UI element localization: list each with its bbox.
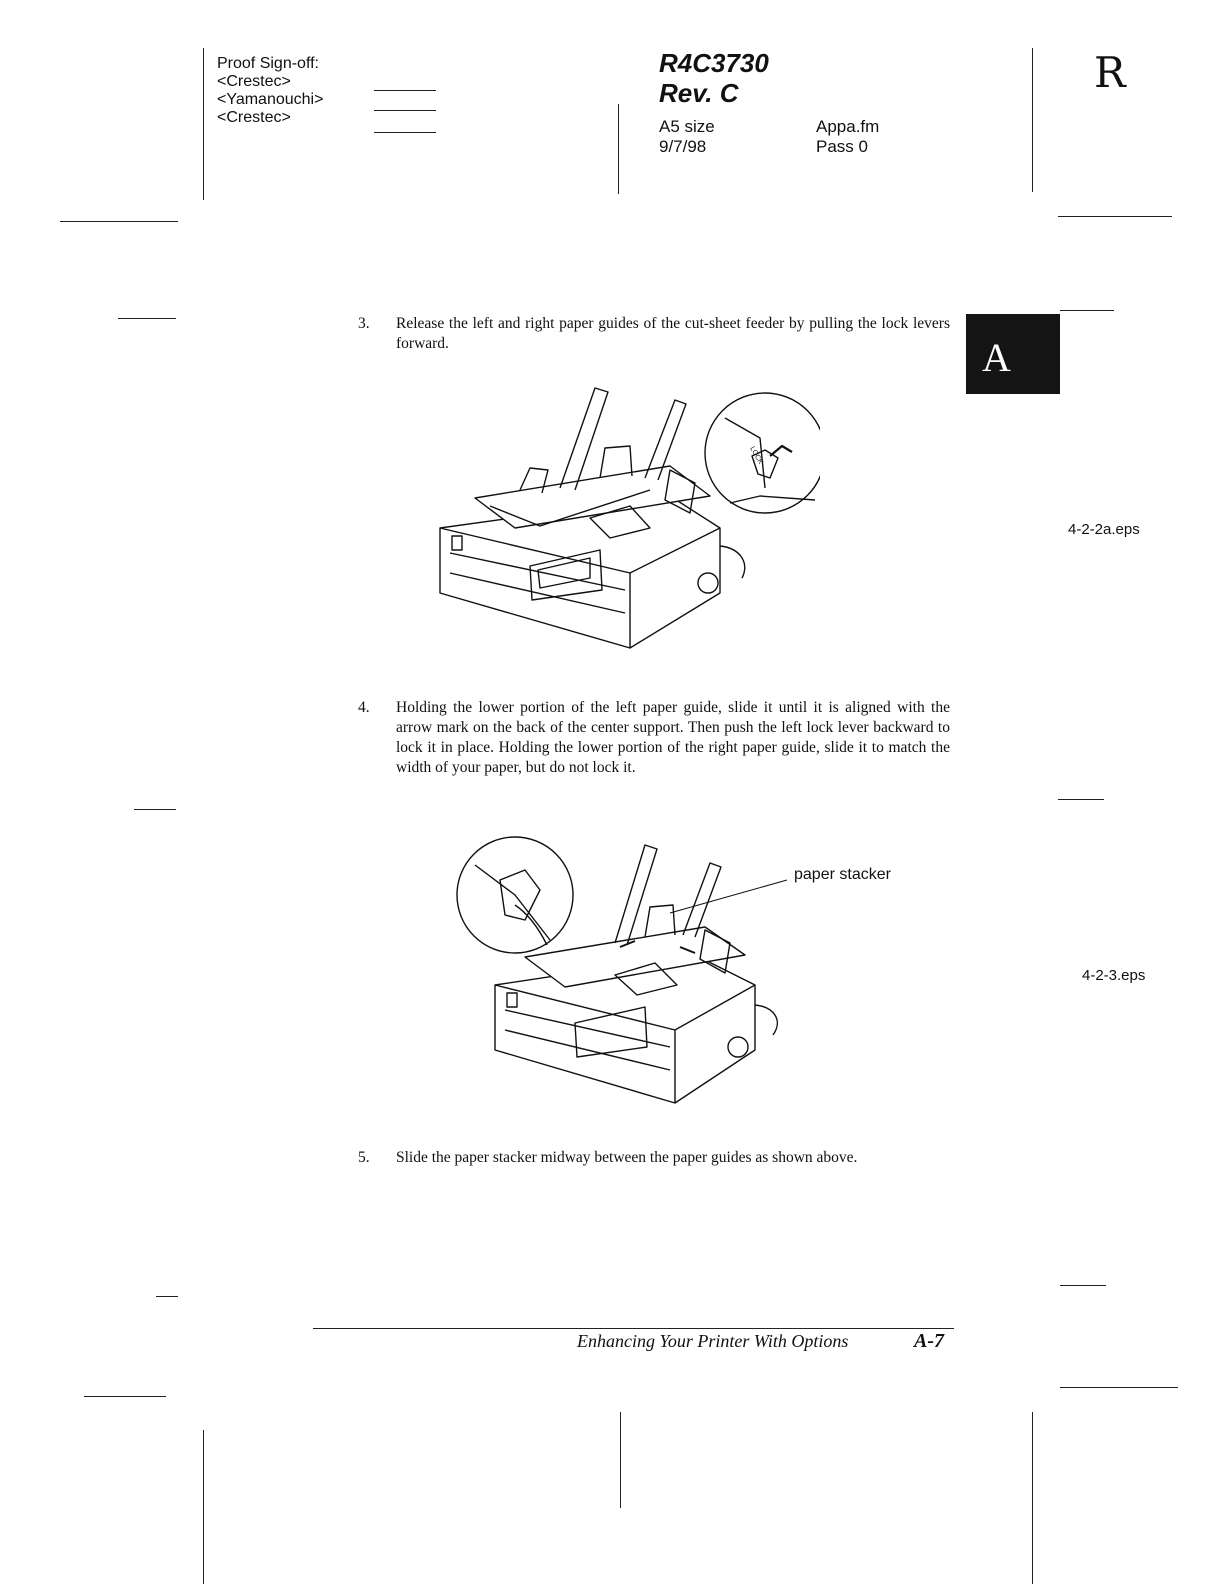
crop-mark: [84, 1396, 166, 1397]
section-tab-letter: A: [982, 335, 1011, 380]
file-label: Appa.fm: [816, 117, 880, 136]
step-text: Release the left and right paper guides of the cut-sheet feeder by pulling the lock levers forward.: [396, 315, 950, 352]
figure-cut-sheet-feeder-lock-levers: [420, 378, 820, 653]
section-tab: [966, 314, 1060, 394]
crop-mark: [1058, 799, 1104, 800]
crop-mark: [134, 809, 176, 810]
step-text: Slide the paper stacker midway between the paper guides as shown above.: [396, 1149, 858, 1166]
doc-code: R4C3730: [659, 48, 769, 78]
step-number: 3.: [358, 315, 370, 332]
revision: Rev. C: [659, 78, 739, 108]
crop-mark: [1060, 1387, 1178, 1388]
crop-mark: [118, 318, 176, 319]
page-number: A-7: [914, 1330, 944, 1352]
signoff-blank-2: [374, 110, 436, 111]
paper-stacker-callout: paper stacker: [794, 866, 891, 883]
size-label: A5 size: [659, 117, 715, 136]
frame-line-left-bottom: [203, 1430, 204, 1584]
signoff-3: <Crestec>: [217, 109, 291, 126]
frame-line-right-top: [1032, 48, 1033, 192]
figure-file-label: 4-2-3.eps: [1082, 967, 1146, 984]
frame-line-right-bottom: [1032, 1412, 1033, 1584]
doc-code-block: [659, 48, 769, 108]
step-number: 4.: [358, 699, 370, 716]
figure-file-label: 4-2-2a.eps: [1068, 521, 1140, 538]
frame-line-left-top: [203, 48, 204, 200]
crop-mark: [156, 1296, 178, 1297]
footer-title: Enhancing Your Printer With Options: [577, 1331, 849, 1351]
crop-mark: [1060, 310, 1114, 311]
step-3: [358, 314, 950, 358]
signoff-1: <Crestec>: [217, 73, 291, 90]
frame-line-center-top: [618, 104, 619, 194]
date-label: 9/7/98: [659, 137, 707, 156]
lock-label: LOCK: [748, 445, 764, 466]
corner-letter: R: [1094, 48, 1126, 97]
crop-mark: [1058, 216, 1172, 217]
step-number: 5.: [358, 1149, 370, 1166]
figure-paper-guides-and-stacker: [455, 835, 795, 1110]
step-text: Holding the lower portion of the left paper guide, slide it until it is aligned with the arrow mark on the back of the center support. Then push the left lock lever backward to lock it in place. Holding the lower portion of the right paper guide, slide it to match the width of your paper, but do not lock it.: [396, 699, 950, 776]
proof-signoff-block: [217, 55, 323, 127]
signoff-2: <Yamanouchi>: [217, 91, 324, 108]
footer-rule: [313, 1328, 954, 1329]
signoff-blank-1: [374, 90, 436, 91]
step-5: [358, 1148, 950, 1192]
pass-label: Pass 0: [816, 137, 868, 156]
step-4: [358, 698, 950, 802]
frame-line-center-bottom: [620, 1412, 621, 1508]
crop-mark: [1060, 1285, 1106, 1286]
signoff-blank-3: [374, 132, 436, 133]
crop-mark: [60, 221, 178, 222]
proof-title: Proof Sign-off:: [217, 55, 319, 72]
